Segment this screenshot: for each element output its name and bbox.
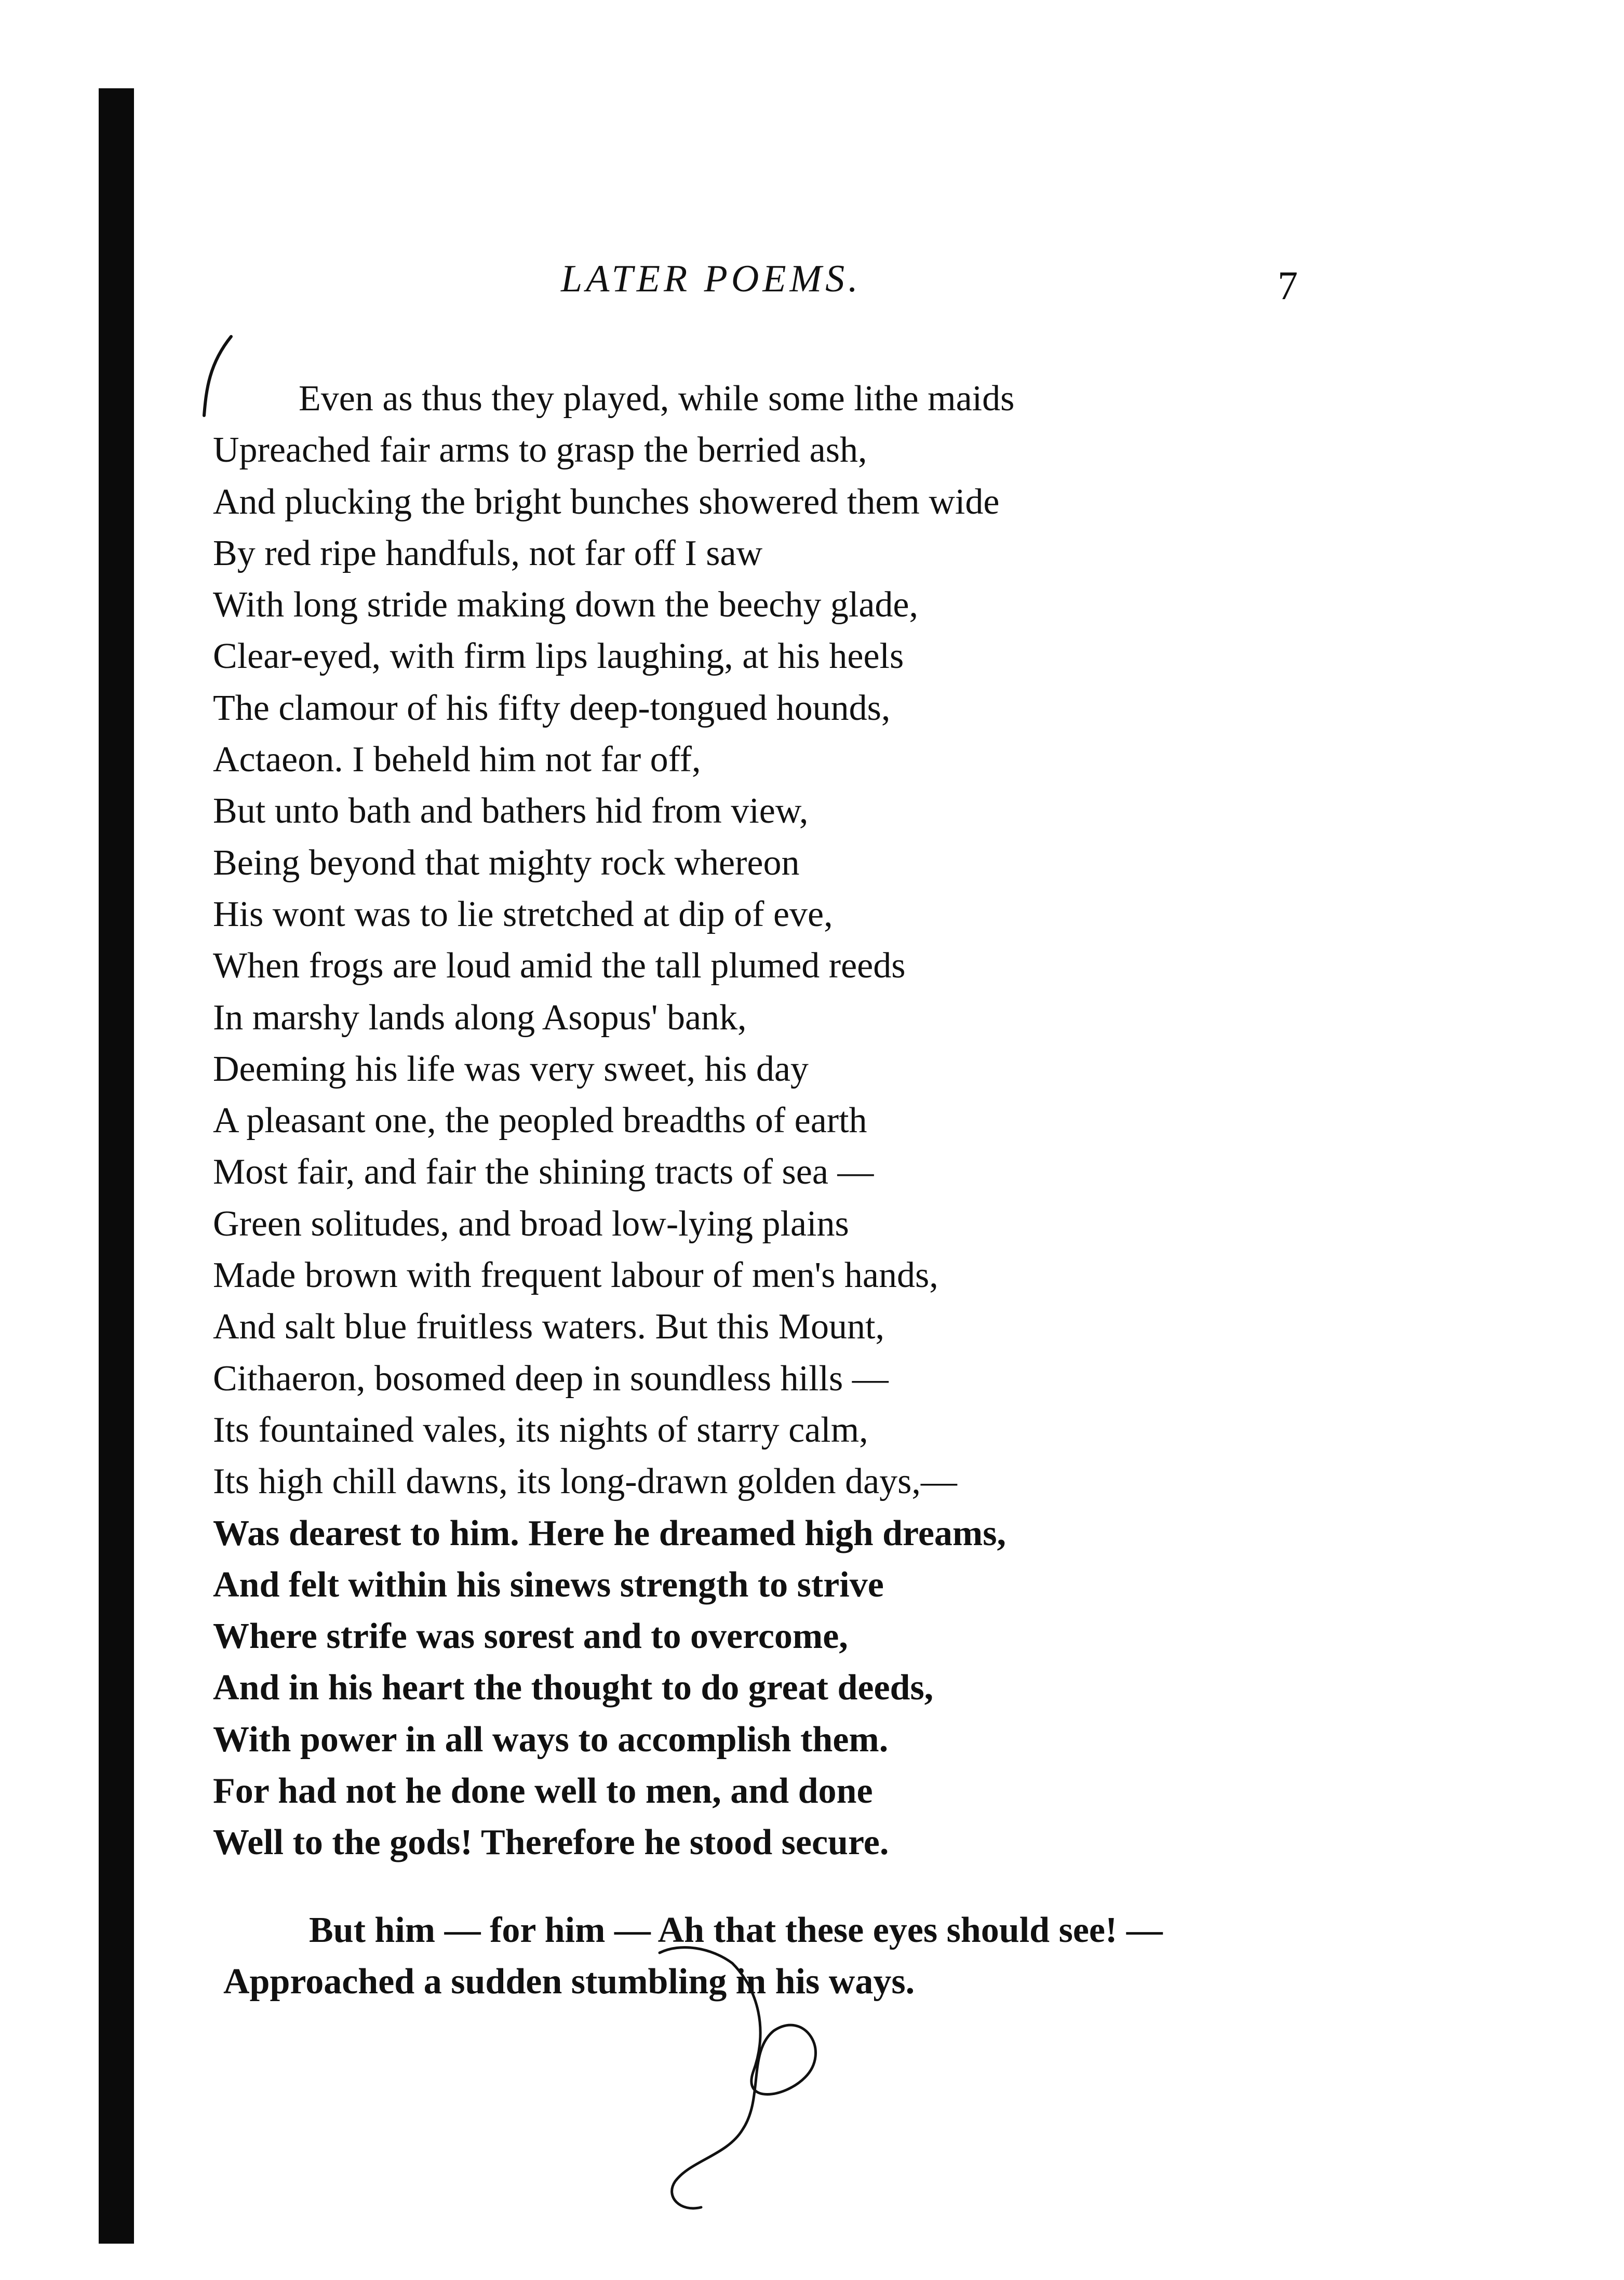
poem-line: Even as thus they played, while some lithe maids xyxy=(299,379,1015,419)
poem-line: Most fair, and fair the shining tracts of sea — xyxy=(213,1152,874,1192)
poem-line: Where strife was sorest and to overcome, xyxy=(213,1616,848,1657)
poem-line: His wont was to lie stretched at dip of eve, xyxy=(213,894,833,934)
poem-line: Upreached fair arms to grasp the berried ash, xyxy=(213,430,867,471)
poem-line: Deeming his life was very sweet, his day xyxy=(213,1049,809,1089)
poem-line: When frogs are loud amid the tall plumed reeds xyxy=(213,946,906,986)
poem-line: Made brown with frequent labour of men's hands, xyxy=(213,1255,938,1296)
poem-line: Green solitudes, and broad low-lying plains xyxy=(213,1203,849,1244)
poem-line: Clear-eyed, with firm lips laughing, at his heels xyxy=(213,636,904,677)
poem-line: Its fountained vales, its nights of starry calm, xyxy=(213,1410,868,1450)
binding-shadow xyxy=(99,88,134,2244)
poem-line: Approached a sudden stumbling in his ways. xyxy=(223,1962,915,2002)
running-head: LATER POEMS. xyxy=(561,258,862,300)
poem-line: Well to the gods! Therefore he stood secure. xyxy=(213,1822,889,1863)
poem-line: Cithaeron, bosomed deep in soundless hills — xyxy=(213,1358,889,1399)
page-number: 7 xyxy=(1278,263,1298,308)
poem-line: In marshy lands along Asopus' bank, xyxy=(213,997,747,1038)
poem-line: But unto bath and bathers hid from view, xyxy=(213,791,809,831)
poem-line: With long stride making down the beechy glade, xyxy=(213,585,918,625)
poem-line: Actaeon. I beheld him not far off, xyxy=(213,740,701,780)
poem-line: A pleasant one, the peopled breadths of earth xyxy=(213,1101,867,1141)
poem-line: Being beyond that mighty rock whereon xyxy=(213,842,800,883)
poem-line: With power in all ways to accomplish them. xyxy=(213,1719,889,1760)
poem-line: For had not he done well to men, and done xyxy=(213,1771,873,1812)
poem-line: But him — for him — Ah that these eyes should see! — xyxy=(309,1910,1163,1950)
poem-line: And plucking the bright bunches showered them wide xyxy=(213,481,1000,522)
poem-stanza xyxy=(213,373,1014,1869)
poem-line: By red ripe handfuls, not far off I saw xyxy=(213,533,763,573)
poem-line: Was dearest to him. Here he dreamed high dreams, xyxy=(213,1513,1006,1553)
poem-line: And felt within his sinews strength to strive xyxy=(213,1564,884,1605)
poem-line: Its high chill dawns, its long-drawn golden days,— xyxy=(213,1461,957,1502)
poem-line: The clamour of his fifty deep-tongued hounds, xyxy=(213,688,891,728)
poem-line: And salt blue fruitless waters. But this Mount, xyxy=(213,1307,884,1347)
poem-stanza xyxy=(223,1905,1163,2008)
poem-line: And in his heart the thought to do great deeds, xyxy=(213,1668,934,1708)
